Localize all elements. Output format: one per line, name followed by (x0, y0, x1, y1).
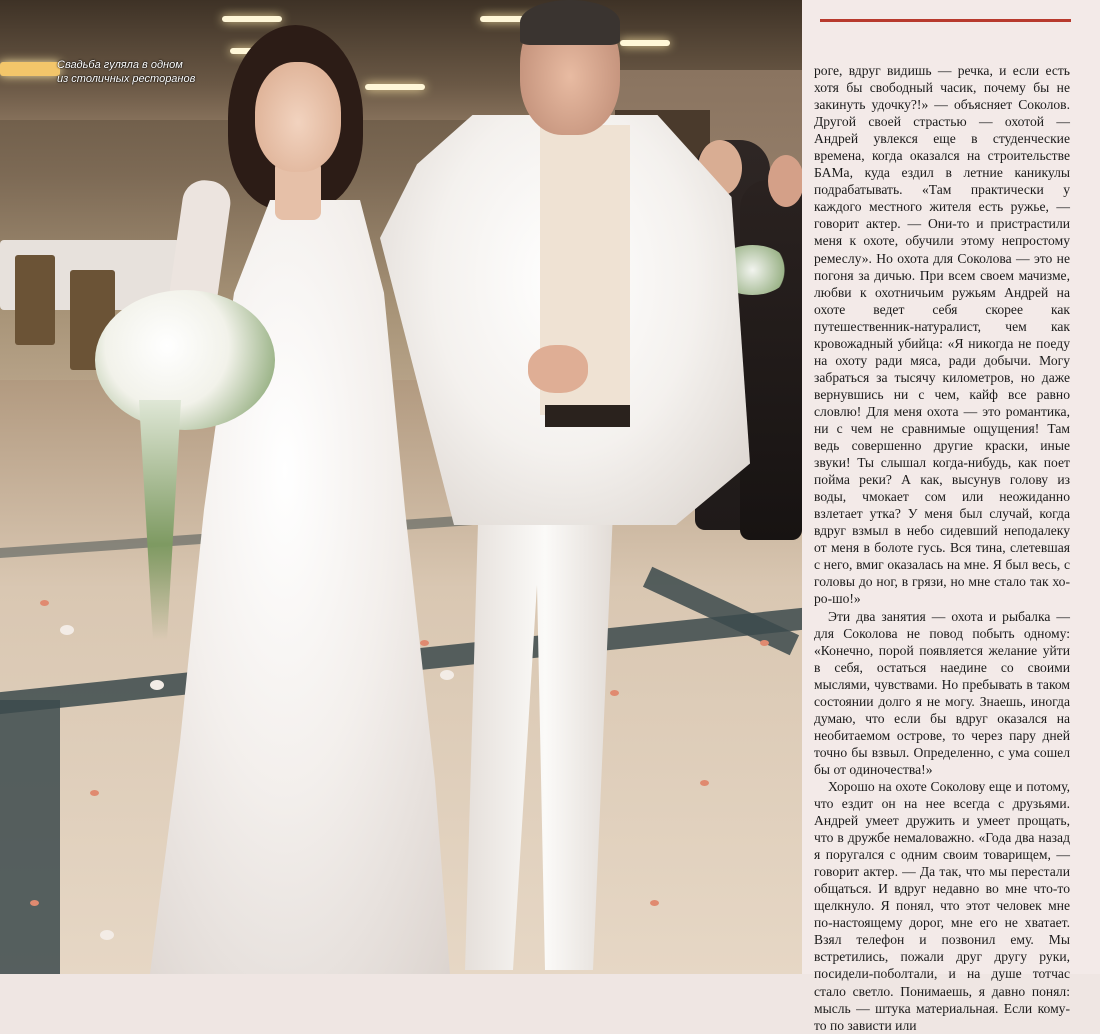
guest-woman-head (768, 155, 804, 207)
groom-hand (528, 345, 588, 393)
petal (610, 690, 619, 696)
petal (30, 900, 39, 906)
petal (60, 625, 74, 635)
groom-belt (545, 405, 630, 427)
article-paragraph: Эти два занятия — охота и рыбалка — для Соколова не повод побыть одному: «Конечно, порой появляется желание уйти в себя, остаться наедине со своими мыслями, чувствами. Но пребывать в таком состоянии долго я не могу. Знаешь, иногда думаю, что если бы вдруг оказался на необитаемом острове, то через пару дней точно бы взвыл. Определенно, с ума сошел бы от одиночества!» (814, 608, 1070, 777)
guest-woman (740, 180, 802, 540)
petal (700, 780, 709, 786)
groom-hair (520, 0, 620, 45)
ceiling-light (365, 84, 425, 90)
petal (440, 670, 454, 680)
petal (90, 790, 99, 796)
article-paragraph: роге, вдруг видишь — речка, и если есть хотя бы свободный часик, почему бы не закинуть удочку?!» — объясняет Соколов. Другой своей страстью — охотой — Андрей увлекся еще в студенческие времена, когда оказался на строительстве БАМа, куда ездил в летние каникулы подрабатывать. «Там практически у каждого местного жителя есть ружье, — говорит актер. — Они-то и пристрастили меня к охоте, обучили этому непростому ремеслу». Но охота для Соколова — это не погоня за дичью. При всем своем мачизме, любви к охотничьим ружьям Андрей на охоте ведет себя скорее как путешественник-натуралист, чем как кровожадный убийца: «Я никогда не поеду на охоту ради мяса, ради добычи. Могу забраться за тысячу километров, но даже вернувшись ни с чем, кайф все равно словлю! Для меня охота — это романтика, ни с чем не сравнимые ощущения! Там ведь совершенно другие краски, иные звуки! Ты слышал когда-нибудь, как поет пойма реки? А как, высунув голову из воды, чмокает сом или неожиданно взлетает утка? У меня был случай, когда вдруг взмыл в небо сидевший неподалеку от меня в болоте гусь. Вся тина, слетевшая с него, вмиг оказалась на мне. Я был весь, с головы до ног, в грязи, но мне стало так хо-ро-шо!» (814, 63, 1070, 607)
chair (15, 255, 55, 345)
chandelier (0, 62, 60, 76)
petal (650, 900, 659, 906)
petal (760, 640, 769, 646)
article-body (814, 62, 1070, 1034)
caption-line: из столичных ресторанов (57, 73, 196, 85)
photo-caption (57, 58, 257, 86)
bride-face (255, 62, 341, 172)
petal (150, 680, 164, 690)
petal (40, 600, 49, 606)
caption-line: Свадьба гуляла в одном (57, 59, 183, 71)
ceiling-light (620, 40, 670, 46)
bridal-bouquet (95, 290, 275, 430)
accent-rule (820, 19, 1071, 22)
petal (100, 930, 114, 940)
petal (420, 640, 429, 646)
ceiling-light (222, 16, 282, 22)
article-paragraph: Хорошо на охоте Соколову еще и потому, что ездит он на нее всегда с друзьями. Андрей умеет дружить и умеет прощать, что в дружбе немаловажно. «Года два назад я поругался с одним своим товарищем, — говорит актер. — Да так, что мы перестали общаться. И вдруг недавно во мне что-то щелкнуло. Я понял, что этот человек мне по-настоящему дорог, мне его не хватает. Взял телефон и позвонил ему. Мы встретились, пожали друг другу руки, посидели-поболтали, и на душе тотчас стало светло. Понимаешь, я давно понял: мысль — штука материальная. Если кому-то по зависти или (814, 778, 1070, 1033)
floor-stripe (0, 700, 60, 974)
